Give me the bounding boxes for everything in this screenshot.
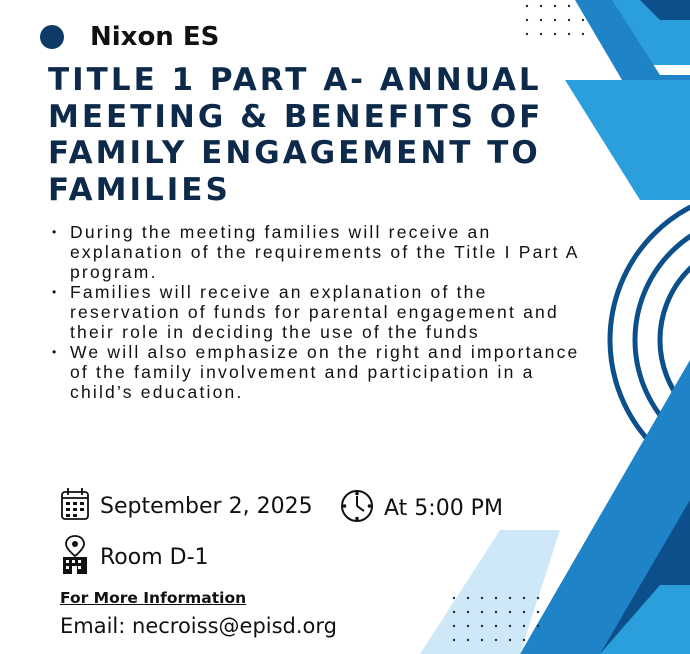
flyer-title: TITLE 1 PART A- ANNUAL MEETING & BENEFITS OF FAMILY ENGAGEMENT TO FAMILIES — [48, 62, 544, 208]
school-header — [40, 22, 219, 52]
date-row — [60, 487, 313, 526]
event-room: Room D-1 — [100, 545, 209, 570]
school-name: Nixon ES — [90, 22, 220, 52]
room-row — [60, 535, 209, 580]
building-location-icon — [60, 535, 90, 580]
list-item: • We will also emphasize on the right and importance of the family involvement and participation in a child’s education. — [52, 342, 592, 402]
calendar-icon — [60, 487, 90, 526]
more-info-heading: For More Information — [60, 589, 247, 607]
contact-email: Email: necroiss@episd.org — [60, 614, 337, 638]
list-item: • Families will receive an explanation of the reservation of funds for parental engagement and their role in deciding the use of the funds — [52, 282, 592, 342]
event-date: September 2, 2025 — [100, 494, 313, 519]
time-row — [340, 489, 503, 528]
clock-icon — [340, 489, 374, 528]
info-bullet-list — [52, 222, 592, 402]
bullet-dot-icon — [40, 25, 64, 49]
list-item: • During the meeting families will receive an explanation of the requirements of the Title I Part A program. — [52, 222, 592, 282]
event-time: At 5:00 PM — [384, 496, 503, 521]
